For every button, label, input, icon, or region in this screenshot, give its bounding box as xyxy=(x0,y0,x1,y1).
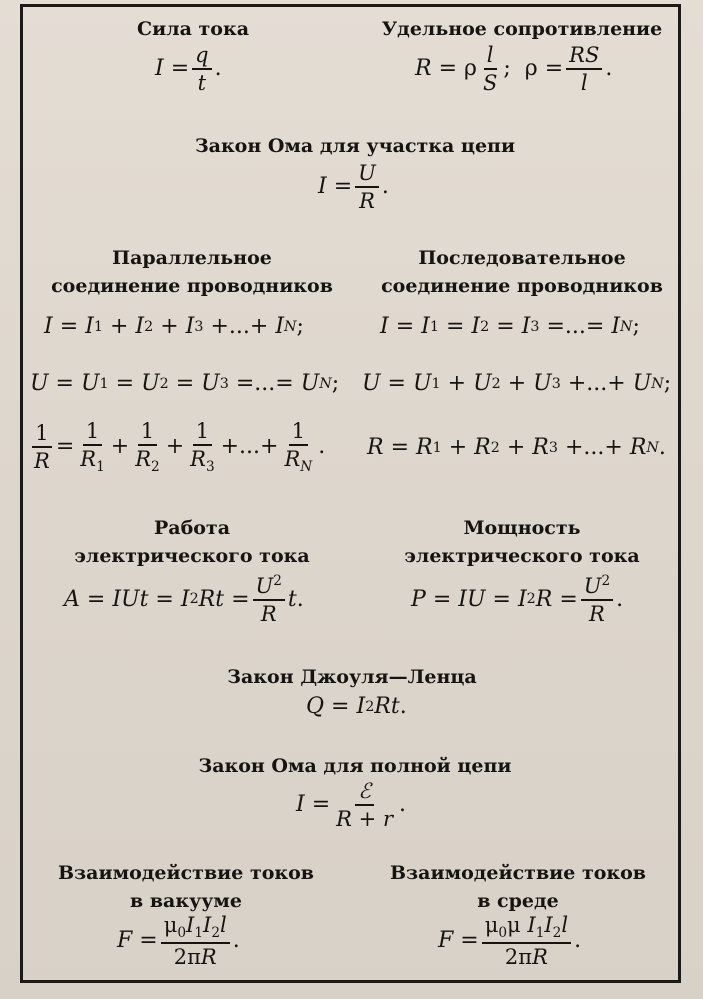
formula-medium: F = $\frac{\mu_0\mu I_1I_2l}{2\pi R}$ . xyxy=(438,913,582,970)
formula-work: A = I U t = I 2 R t = $\frac{U^2}{R}$ t . xyxy=(64,573,304,627)
formula-resistivity: R = ρ l S ; ρ = $\frac{RS}{l}$ . xyxy=(415,43,613,96)
title-medium-2: в среде xyxy=(477,890,559,912)
formula-vacuum: F = $\frac{\mu_0I_1I_2l}{2\pi R}$ . xyxy=(117,913,240,970)
formula-ohm-full: I = ℰ R + r . xyxy=(296,779,406,832)
title-series-2: соединение проводников xyxy=(381,275,663,297)
title-ohm-full: Закон Ома для полной цепи xyxy=(198,755,512,777)
formula-series-resistance: R = R 1 + R 2 + R 3 +...+ R N . xyxy=(367,435,666,460)
formula-parallel-voltage: U = U 1 = U 2 = U 3 =...= U N ; xyxy=(30,371,340,396)
formula-parallel-current: I = I 1 + I 2 + I 3 +...+ I N ; xyxy=(44,314,304,339)
formula-parallel-resistance: $\frac{1}{R}$ = $\frac{1}{R_1}$ + $\frac{1}{R_2}$ + $\frac{1}{R_3}$ +...+ $\frac{1}{R_N}$ . xyxy=(34,419,326,475)
formula-series-current: I = I 1 = I 2 = I 3 =...= I N ; xyxy=(380,314,640,339)
title-current: Сила тока xyxy=(136,18,250,40)
title-ohm-section: Закон Ома для участка цепи xyxy=(194,135,516,157)
formula-joule: Q = I 2 R t . xyxy=(306,694,407,719)
title-power-2: электрического тока xyxy=(404,545,640,567)
title-work-1: Работа xyxy=(153,517,231,539)
title-power-1: Мощность xyxy=(463,517,581,539)
formula-power: P = I U = I 2 R = $\frac{U^2}{R}$ . xyxy=(411,573,624,627)
title-joule: Закон Джоуля—Ленца xyxy=(227,666,477,688)
title-vacuum-1: Взаимодействие токов xyxy=(58,862,314,884)
formula-ohm-section: I = $\frac{U}{R}$ . xyxy=(318,161,389,214)
title-vacuum-2: в вакууме xyxy=(130,890,242,912)
formula-series-voltage: U = U 1 + U 2 + U 3 +...+ U N ; xyxy=(362,371,672,396)
title-series-1: Последовательное xyxy=(418,247,626,269)
formula-current: I = $\frac{q}{t}$ . xyxy=(155,43,222,96)
title-parallel-2: соединение проводников xyxy=(51,275,333,297)
title-medium-1: Взаимодействие токов xyxy=(390,862,646,884)
title-resistivity: Удельное сопротивление xyxy=(381,18,663,40)
title-parallel-1: Параллельное xyxy=(112,247,272,269)
title-work-2: электрического тока xyxy=(74,545,310,567)
